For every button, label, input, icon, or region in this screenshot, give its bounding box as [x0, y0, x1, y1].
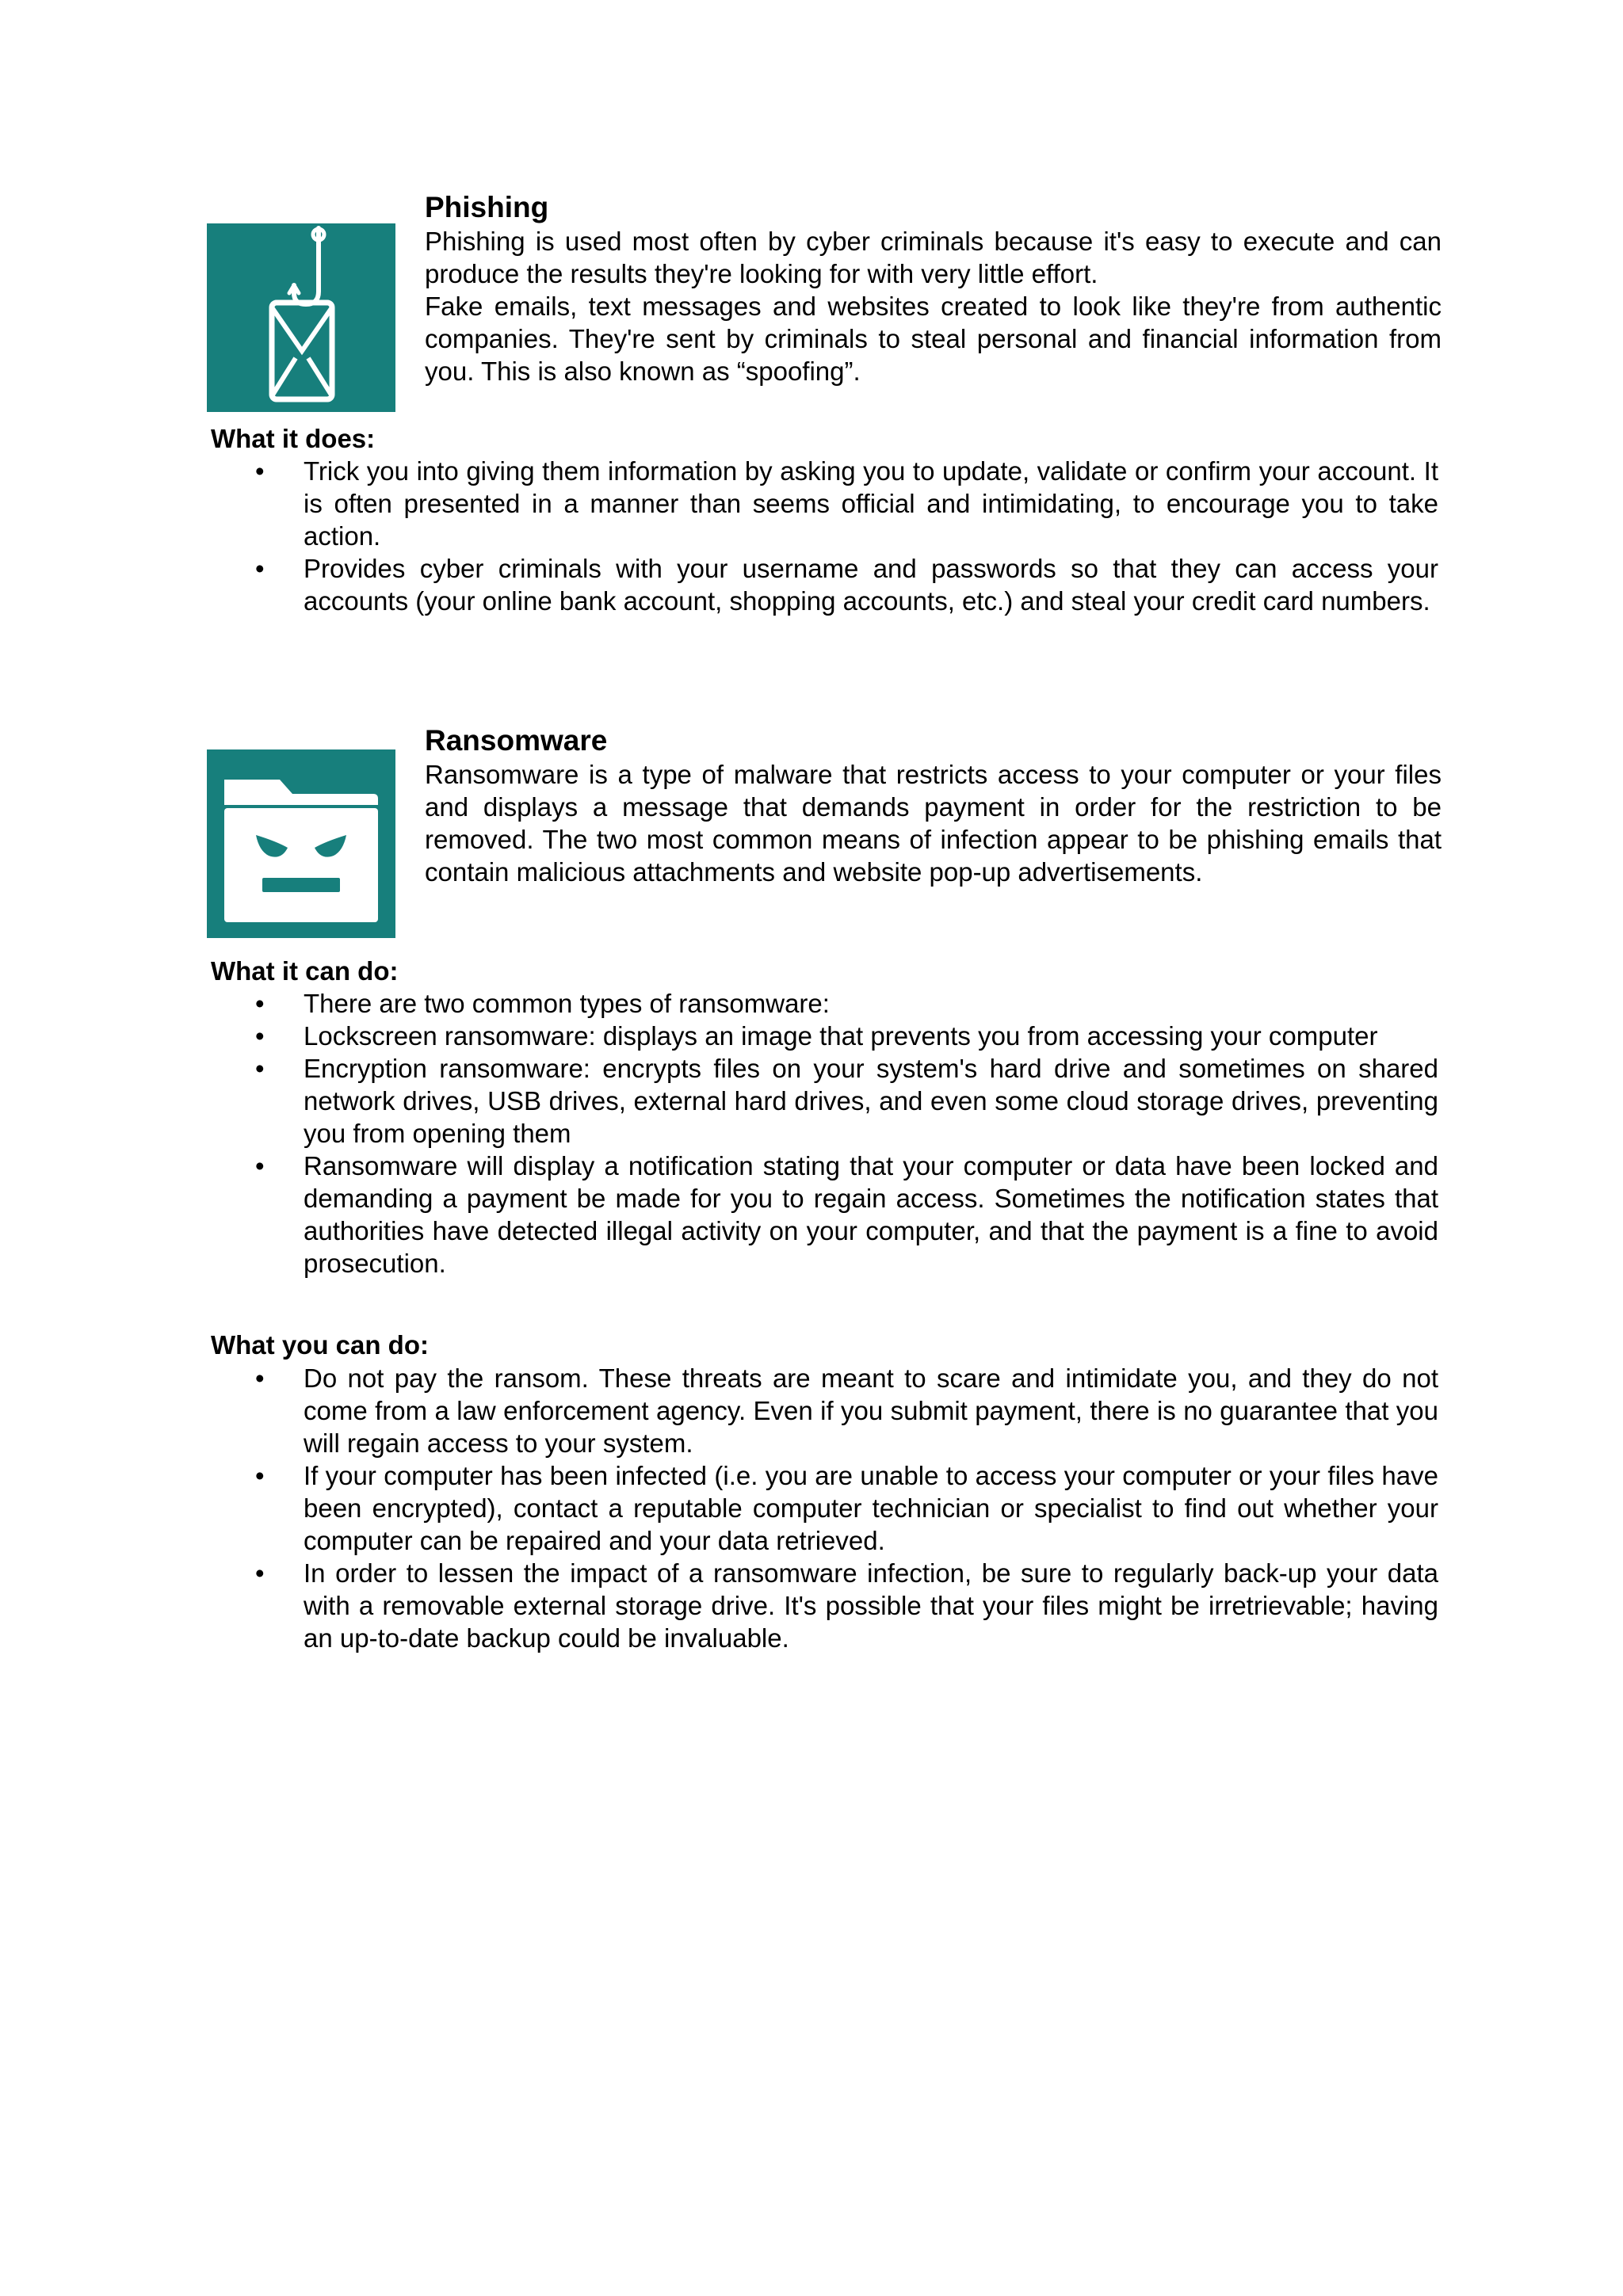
list-item-text: Encryption ransomware: encrypts files on your system's hard drive and sometimes on shared network drives, USB drives, external hard drives, and even some cloud storage drives, preventing you from opening them [304, 1054, 1438, 1148]
list-item-text: In order to lessen the impact of a ransomware infection, be sure to regularly back-up your data with a removable external storage drive. It's possible that your files might be irretrievable; having an up-to-date backup could be invaluable. [304, 1558, 1438, 1653]
list-item [0, 1459, 1438, 1557]
bullet-icon: • [255, 989, 265, 1018]
ransomware-paragraph: Ransomware is a type of malware that restricts access to your computer or your files and displays a message that demands payment in order for the restriction to be removed. The two most common means of infection appear to be phishing emails that contain malicious attachments and website pop-up advertisements. [425, 760, 1442, 887]
phishing-intro-paragraph: Phishing is used most often by cyber criminals because it's easy to execute and can produce the results they're looking for with very little effort. [425, 227, 1442, 288]
phishing-title: Phishing [425, 191, 549, 223]
list-item [0, 1557, 1438, 1654]
bullet-icon: • [255, 1021, 265, 1051]
list-item-text: There are two common types of ransomware: [304, 989, 830, 1018]
list-item [0, 455, 1438, 552]
bullet-icon: • [255, 554, 265, 583]
list-item [0, 1052, 1438, 1150]
list-item-text: Do not pay the ransom. These threats are meant to scare and intimidate you, and they do not come from a law enforcement agency. Even if you submit payment, there is no guarantee that you will regain access to your system. [304, 1363, 1438, 1458]
what-it-can-do-list [0, 987, 1438, 1280]
bullet-icon: • [255, 456, 265, 486]
what-it-does-list [0, 455, 1438, 617]
ransomware-title: Ransomware [425, 724, 608, 757]
list-item-text: If your computer has been infected (i.e. you are unable to access your computer or your files have been encrypted), contact a reputable computer technician or specialist to find out whether your computer can be repaired and your data retrieved. [304, 1461, 1438, 1555]
phishing-definition-paragraph: Fake emails, text messages and websites created to look like they're from authentic companies. They're sent by criminals to steal personal and financial information from you. This is also known as “spoofing”. [425, 292, 1442, 386]
list-item-text: Provides cyber criminals with your username and passwords so that they can access your accounts (your online bank account, shopping accounts, etc.) and steal your credit card numbers. [304, 554, 1438, 616]
what-it-can-do-heading: What it can do: [211, 956, 399, 986]
list-item-text: Lockscreen ransomware: displays an image that prevents you from accessing your computer [304, 1021, 1378, 1051]
list-item-text: Ransomware will display a notification stating that your computer or data have been locked and demanding a payment be made for you to regain access. Sometimes the notification states that authorities have detected illegal activity on your computer, and that the payment is a fine to avoid prosecution. [304, 1151, 1438, 1278]
angry-folder-icon [207, 749, 395, 938]
bullet-icon: • [255, 1558, 265, 1588]
what-it-does-heading: What it does: [211, 424, 376, 453]
bullet-icon: • [255, 1363, 265, 1393]
hook-envelope-icon [207, 223, 395, 412]
list-item [0, 1362, 1438, 1459]
list-item-text: Trick you into giving them information by asking you to update, validate or confirm your account. It is often presented in a manner than seems official and intimidating, to encourage you to take action. [304, 456, 1438, 551]
bullet-icon: • [255, 1151, 265, 1180]
list-item [0, 1020, 1438, 1052]
list-item [0, 552, 1438, 617]
bullet-icon: • [255, 1461, 265, 1490]
list-item [0, 1150, 1438, 1280]
list-item [0, 987, 1438, 1020]
bullet-icon: • [255, 1054, 265, 1083]
what-you-can-do-list [0, 1362, 1438, 1654]
what-you-can-do-heading: What you can do: [211, 1330, 429, 1360]
